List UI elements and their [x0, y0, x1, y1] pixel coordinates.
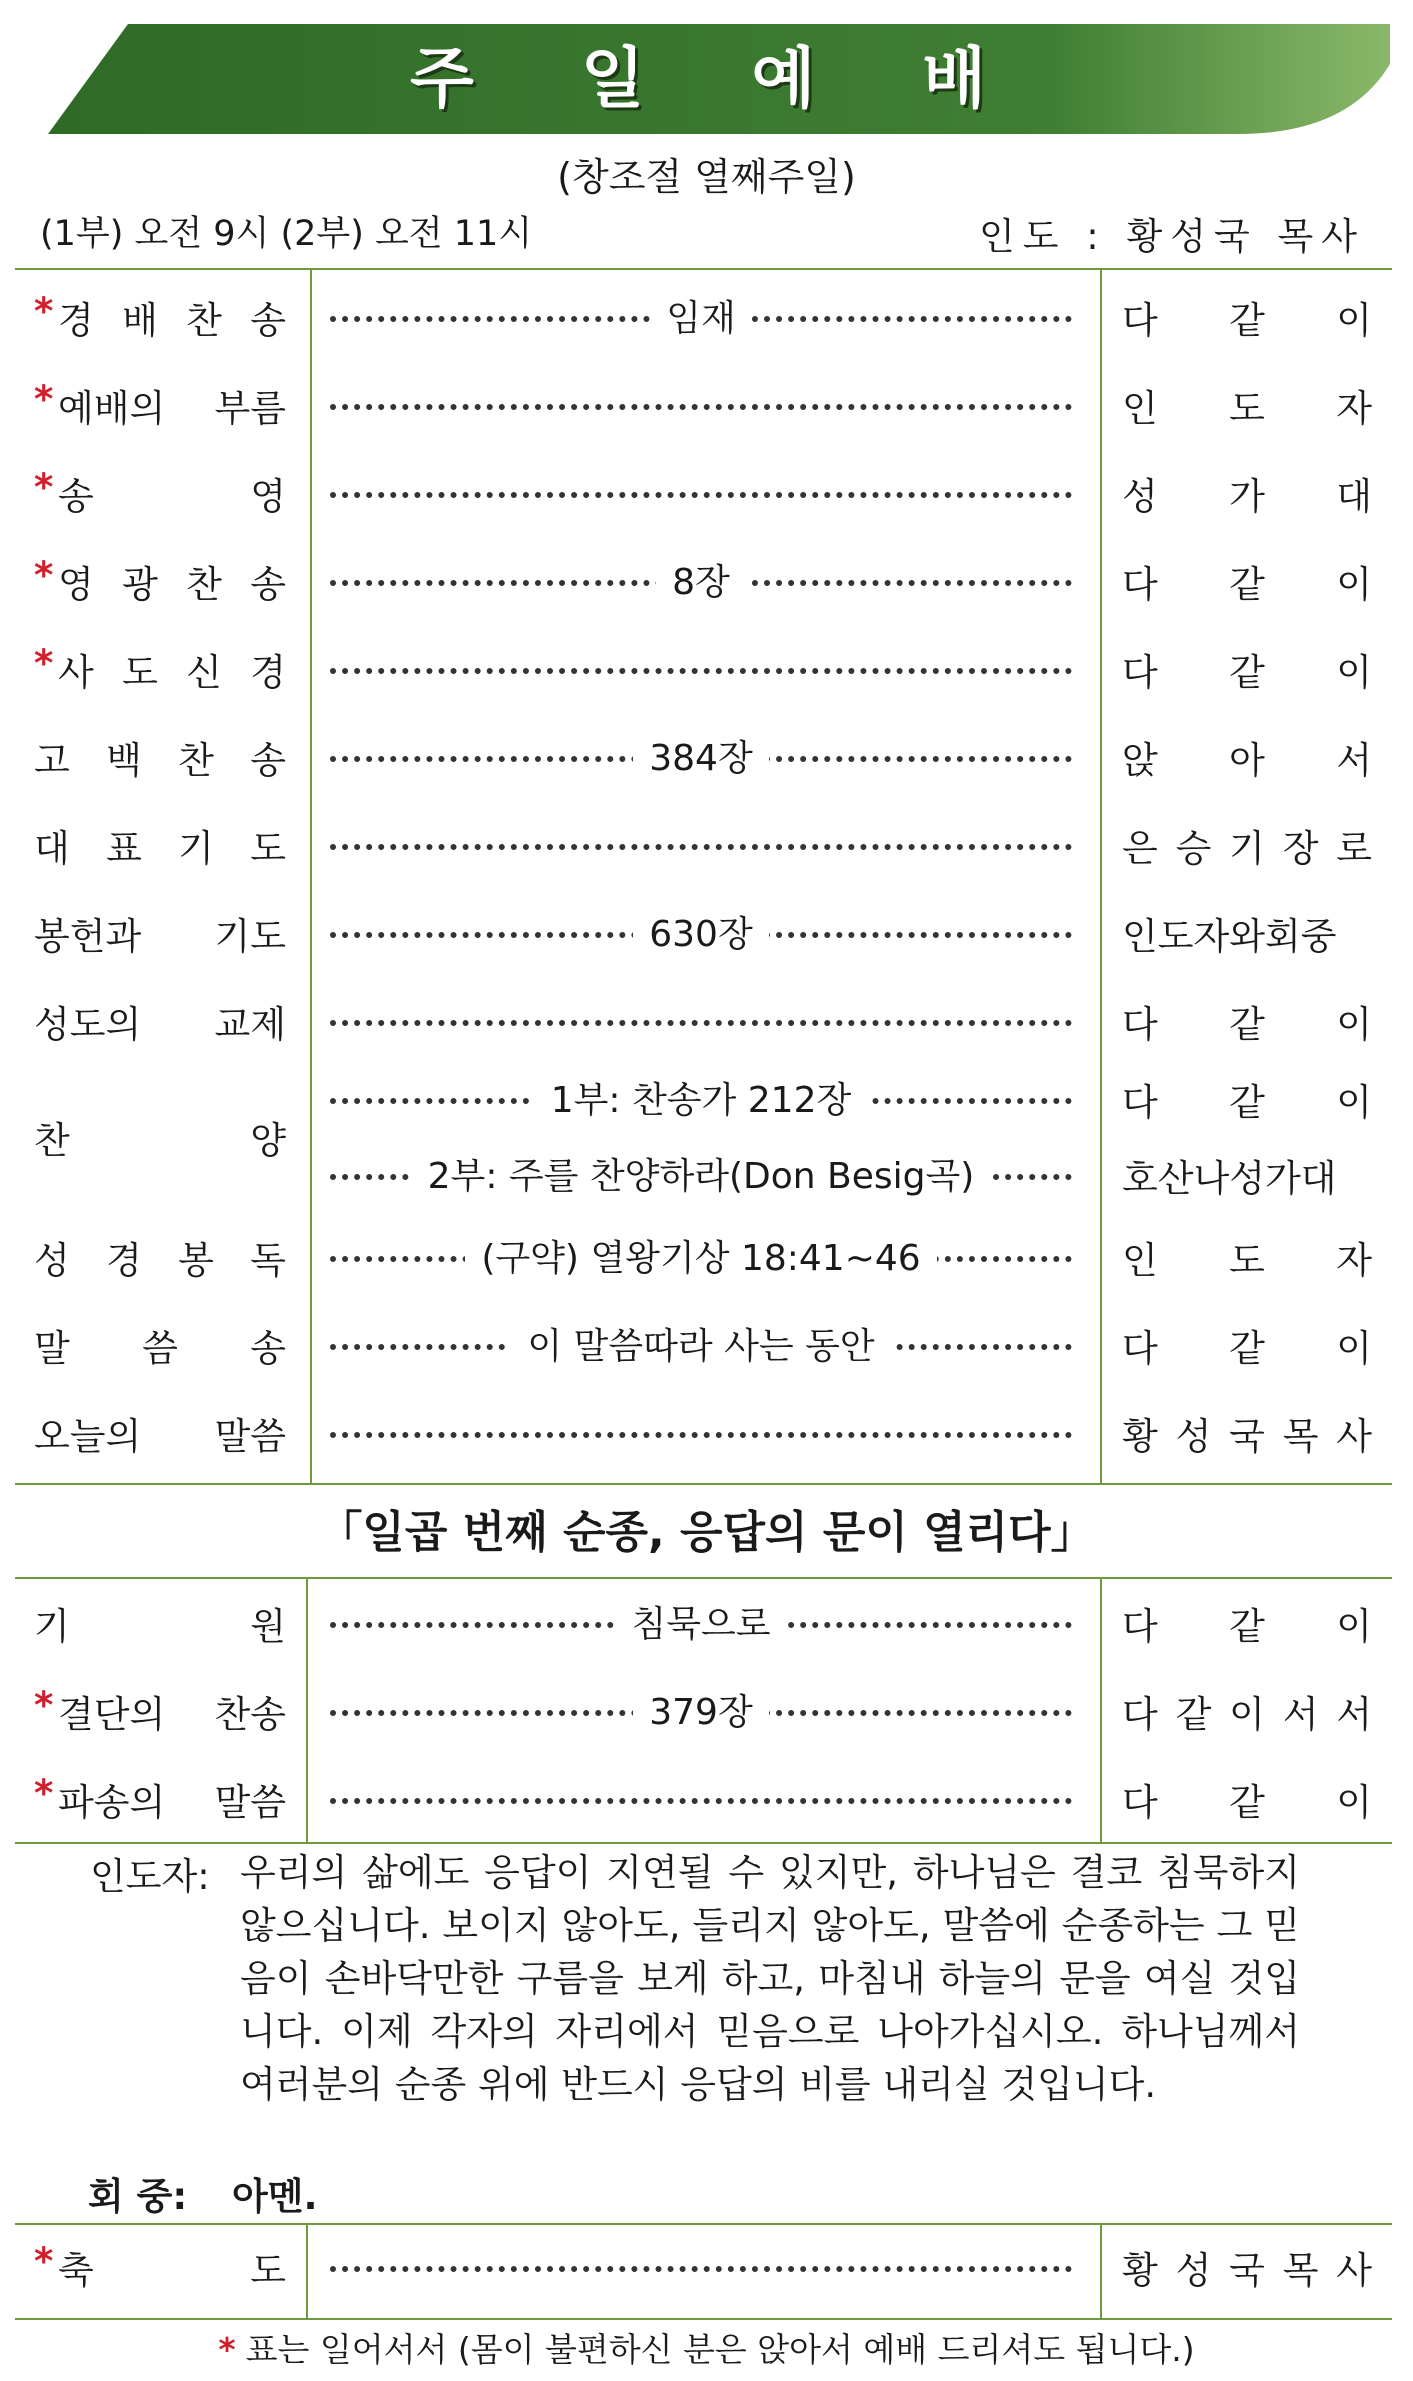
order-item-name	[34, 642, 286, 696]
order-item-name	[34, 1318, 286, 1372]
leader-text: 우리의 삶에도 응답이 지연될 수 있지만, 하나님은 결코 침묵하지 않으십니다. 보이지 않아도, 들리지 않아도, 말씀에 순종하는 그 믿음이 손바닥만한 구름을 보게 하고, 마침내 하늘의 문을 여실 것입니다. 이제 각자의 자리에서 믿음으로 나아가십시오. 하나님께서 여러분의 순종 위에 반드시 응답의 비를 내리실 것입니다.	[240, 1851, 1300, 2106]
order-item-response	[1122, 1684, 1372, 1738]
order-item-response	[1122, 1596, 1372, 1650]
page-subtitle: (창조절 열째주일)	[557, 155, 856, 199]
order-item-response-part: 도	[1229, 1239, 1265, 1282]
order-item-name-part: 송	[250, 1327, 286, 1370]
order-item-response-part: 도	[1229, 387, 1265, 430]
order-item-name	[34, 906, 286, 960]
order-item-name-part: 독	[250, 1239, 286, 1282]
leader-label: 인도자:	[90, 1855, 210, 1898]
order-item-response-part: 가	[1229, 475, 1265, 518]
order-item-name	[34, 1596, 286, 1650]
order-item-name-part: 영	[250, 475, 286, 518]
stand-marker: *	[34, 378, 54, 421]
section-rule	[15, 1577, 1392, 1579]
page-title: 주 일 예 배	[410, 40, 1028, 117]
order-item-response-part: 같	[1229, 299, 1265, 342]
order-item-response-part: 자	[1336, 387, 1372, 430]
order-item-name	[34, 378, 286, 432]
order-item-response-part: 은	[1122, 827, 1158, 870]
order-item-name-part: 결단의	[58, 1693, 166, 1736]
order-item-name-part: 기	[34, 1605, 70, 1648]
order-item-response-part: 인	[1122, 1239, 1158, 1282]
order-item-response-part: 승	[1175, 827, 1212, 870]
order-item-name-part: 송	[250, 563, 286, 606]
order-item-response-part: 아	[1229, 739, 1265, 782]
star-marker: *	[218, 2330, 236, 2369]
order-item-name-part: 고	[34, 739, 70, 782]
order-item-response-part: 이	[1336, 299, 1372, 342]
order-item-name	[34, 994, 286, 1048]
order-item-detail: 1부: 찬송가 212장	[330, 1072, 1072, 1123]
order-item-response-part: 이	[1336, 1327, 1372, 1370]
column-divider	[306, 2223, 308, 2318]
order-item-response	[1122, 466, 1372, 520]
order-item-response-part: 다	[1122, 563, 1158, 606]
table-top-rule	[15, 268, 1392, 270]
stand-marker: *	[34, 642, 54, 685]
stand-marker: *	[34, 1684, 54, 1727]
order-item-response-part: 국	[1229, 2249, 1265, 2292]
dotted-leader	[330, 1798, 1072, 1804]
dotted-leader	[330, 1432, 1072, 1438]
worship-leader: 인도 : 황성국 목사	[979, 215, 1365, 258]
order-item-name-part: 찬	[178, 739, 214, 782]
order-item-response-part: 같	[1175, 1693, 1212, 1736]
order-item-name	[34, 1406, 286, 1460]
stand-marker: *	[34, 554, 54, 597]
order-item-response-part: 국	[1229, 1415, 1265, 1458]
order-item-name-part: 찬	[186, 299, 222, 342]
order-item-response	[1122, 1772, 1372, 1826]
order-item-response	[1122, 1148, 1372, 1202]
order-item-name-part: 축	[58, 2249, 94, 2292]
order-item-name-part: 기	[178, 827, 214, 870]
order-item-response-part: 황	[1122, 1415, 1158, 1458]
order-item-name-part: 백	[106, 739, 142, 782]
service-times: (1부) 오전 9시 (2부) 오전 11시	[40, 214, 533, 254]
section-rule	[15, 1483, 1392, 1485]
order-item-name	[34, 1230, 286, 1284]
dotted-leader	[330, 1020, 1072, 1026]
order-item-name-part: 부름	[214, 387, 286, 430]
order-item-response-part: 서	[1336, 739, 1372, 782]
column-divider	[1100, 268, 1102, 1483]
order-item-name-part: 경	[58, 299, 94, 342]
order-item-response-part: 이	[1336, 1081, 1372, 1124]
order-item-name-part: 봉헌과	[34, 915, 142, 958]
order-item-response-part: 대	[1336, 475, 1372, 518]
order-item-response-part: 이	[1229, 1693, 1265, 1736]
order-item-response	[1122, 1318, 1372, 1372]
order-item-response-part: 다	[1122, 1081, 1158, 1124]
order-item-response	[1122, 818, 1372, 872]
order-item-detail: 379장	[330, 1684, 1072, 1735]
order-item-name-part: 도	[250, 2249, 286, 2292]
order-item-detail: 384장	[330, 730, 1072, 781]
order-item-name-part: 도	[122, 651, 158, 694]
order-item-name-part: 찬송	[214, 1693, 286, 1736]
order-item-response	[1122, 906, 1372, 960]
order-item-name-part: 영	[58, 563, 94, 606]
order-item-response-part: 이	[1336, 1781, 1372, 1824]
order-item-response-part: 다	[1122, 1327, 1158, 1370]
order-item-response	[1122, 2240, 1372, 2294]
order-item-response-part: 이	[1336, 651, 1372, 694]
order-item-name-part: 교제	[214, 1003, 286, 1046]
order-item-response	[1122, 554, 1372, 608]
column-divider	[1100, 1577, 1102, 1842]
order-item-response-part: 성	[1122, 475, 1158, 518]
order-item-name-part: 오늘의	[34, 1415, 142, 1458]
order-item-response-part: 사	[1336, 2249, 1372, 2292]
section-rule	[15, 1842, 1392, 1844]
order-item-name	[34, 1772, 286, 1826]
order-item-response-part: 황	[1122, 2249, 1158, 2292]
order-item-name-part: 신	[186, 651, 222, 694]
order-item-response-part: 서	[1336, 1693, 1372, 1736]
order-item-response	[1122, 730, 1372, 784]
order-item-name-part: 사	[58, 651, 94, 694]
order-item-name-part: 말	[34, 1327, 70, 1370]
order-item-name-part: 대	[34, 827, 70, 870]
order-item-name	[34, 2240, 286, 2294]
stand-marker: *	[34, 290, 54, 333]
order-item-response-part: 다	[1122, 651, 1158, 694]
order-item-response-part: 자	[1336, 1239, 1372, 1282]
order-item-response-part: 서	[1282, 1693, 1319, 1736]
order-item-name-part: 경	[250, 651, 286, 694]
order-item-response-part: 이	[1336, 563, 1372, 606]
order-item-response-part: 인도자와회중	[1122, 915, 1337, 958]
order-item-response-part: 같	[1229, 651, 1265, 694]
order-item-name-part: 씀	[142, 1327, 178, 1370]
order-item-response-part: 같	[1229, 1081, 1265, 1124]
order-item-response-part: 인	[1122, 387, 1158, 430]
order-item-name-part: 성도의	[34, 1003, 142, 1046]
order-item-detail: 침묵으로	[330, 1596, 1072, 1647]
order-item-name-part: 예배의	[58, 387, 166, 430]
dotted-leader	[330, 844, 1072, 850]
order-item-name-part: 말씀	[214, 1415, 286, 1458]
congregation-label: 회 중:	[88, 2175, 188, 2218]
dotted-leader	[330, 668, 1072, 674]
order-item-detail: (구약) 열왕기상 18:41~46	[330, 1230, 1072, 1281]
title-banner	[48, 24, 1390, 134]
order-item-response-part: 로	[1336, 827, 1372, 870]
order-item-name-part: 찬	[186, 563, 222, 606]
order-item-response	[1122, 378, 1372, 432]
order-item-response-part: 같	[1229, 1003, 1265, 1046]
order-item-response	[1122, 994, 1372, 1048]
dotted-leader	[330, 404, 1072, 410]
order-item-name-part: 양	[250, 1119, 286, 1162]
order-item-detail: 임재	[330, 290, 1072, 341]
order-item-detail: 8장	[330, 554, 1072, 605]
order-item-response	[1122, 1406, 1372, 1460]
stand-marker: *	[34, 2240, 54, 2283]
order-item-response-part: 같	[1229, 1605, 1265, 1648]
order-item-name-part: 송	[250, 299, 286, 342]
praise-name	[34, 1110, 286, 1164]
order-item-response-part: 다	[1122, 1693, 1158, 1736]
stand-marker: *	[34, 466, 54, 509]
order-item-name	[34, 554, 286, 608]
stand-marker: *	[34, 1772, 54, 1815]
order-item-response	[1122, 1230, 1372, 1284]
column-divider	[306, 1577, 308, 1842]
order-item-detail: 630장	[330, 906, 1072, 957]
order-item-response-part: 다	[1122, 299, 1158, 342]
footer-text: 표는 일어서서 (몸이 불편하신 분은 앉아서 예배 드리셔도 됩니다.)	[245, 2330, 1195, 2369]
order-item-response	[1122, 290, 1372, 344]
order-item-name-part: 말씀	[214, 1781, 286, 1824]
sermon-title: 「일곱 번째 순종, 응답의 문이 열리다」	[318, 1507, 1095, 1558]
order-item-response-part: 다	[1122, 1781, 1158, 1824]
order-item-name-part: 파송의	[58, 1781, 166, 1824]
order-item-name	[34, 730, 286, 784]
order-item-response-part: 기	[1229, 827, 1265, 870]
order-item-name-part: 경	[106, 1239, 142, 1282]
column-divider	[1100, 2223, 1102, 2318]
order-item-response-part: 같	[1229, 563, 1265, 606]
order-item-response-part: 다	[1122, 1605, 1158, 1648]
order-item-response-part: 목	[1282, 1415, 1319, 1458]
order-item-response-part: 이	[1336, 1003, 1372, 1046]
order-item-name	[34, 290, 286, 344]
order-item-response-part: 이	[1336, 1605, 1372, 1648]
order-item-response-part: 같	[1229, 1327, 1265, 1370]
order-item-response-part: 다	[1122, 1003, 1158, 1046]
footer-note	[0, 2324, 1413, 2371]
order-item-name-part: 광	[122, 563, 158, 606]
section-rule	[15, 2223, 1392, 2225]
order-item-response	[1122, 1072, 1372, 1126]
order-item-response-part: 앉	[1122, 739, 1158, 782]
order-item-response	[1122, 642, 1372, 696]
order-item-name-part: 송	[58, 475, 94, 518]
order-item-name	[34, 1684, 286, 1738]
order-item-name-part: 봉	[178, 1239, 214, 1282]
order-item-response-part: 성	[1175, 1415, 1212, 1458]
order-item-response-part: 성	[1175, 2249, 1212, 2292]
order-item-response-part: 목	[1282, 2249, 1319, 2292]
congregation-text: 아멘.	[232, 2175, 318, 2218]
table-bottom-rule	[15, 2318, 1392, 2320]
order-item-response-part: 같	[1229, 1781, 1265, 1824]
order-item-name-part: 송	[250, 739, 286, 782]
dotted-leader	[330, 492, 1072, 498]
order-item-response-part: 사	[1336, 1415, 1372, 1458]
order-item-response-part: 장	[1282, 827, 1319, 870]
order-item-name-part: 배	[122, 299, 158, 342]
order-item-name	[34, 466, 286, 520]
order-item-response-part: 호산나성가대	[1122, 1157, 1337, 1200]
column-divider	[310, 268, 312, 1483]
dotted-leader	[330, 2266, 1072, 2272]
order-item-detail: 2부: 주를 찬양하라(Don Besig곡)	[330, 1148, 1072, 1199]
order-item-name-part: 원	[250, 1605, 286, 1648]
order-item-name-part: 도	[250, 827, 286, 870]
order-item-name-part: 찬	[34, 1119, 70, 1162]
order-item-detail: 이 말씀따라 사는 동안	[330, 1318, 1072, 1369]
order-item-name-part: 표	[106, 827, 142, 870]
order-item-name-part: 기도	[214, 915, 286, 958]
order-item-name-part: 성	[34, 1239, 70, 1282]
order-item-name	[34, 818, 286, 872]
